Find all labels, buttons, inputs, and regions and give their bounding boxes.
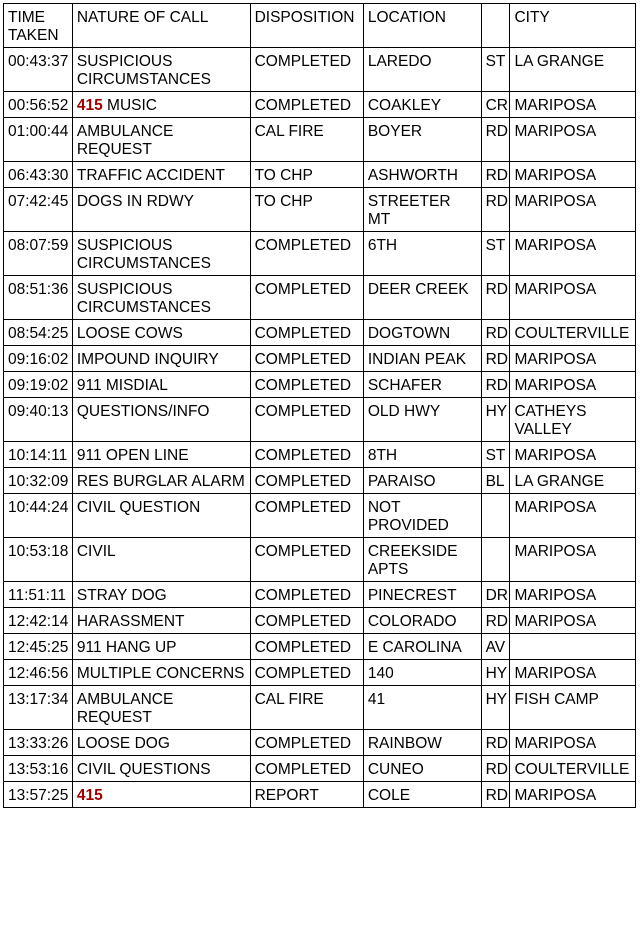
table-row [4, 634, 636, 660]
nature-text: SUSPICIOUS CIRCUMSTANCES [76, 237, 211, 272]
cell-time: 09:40:13 [4, 398, 73, 442]
cell-nature [72, 756, 250, 782]
cell-location: CUNEO [363, 756, 481, 782]
cell-street-suffix: ST [481, 48, 510, 92]
cell-city: LA GRANGE [510, 48, 636, 92]
cell-location: COLE [363, 782, 481, 808]
cell-location: 8TH [363, 442, 481, 468]
table-row [4, 92, 636, 118]
cell-city: MARIPOSA [510, 372, 636, 398]
cell-city: MARIPOSA [510, 782, 636, 808]
cell-nature [72, 538, 250, 582]
table-row [4, 346, 636, 372]
table-row [4, 372, 636, 398]
cell-street-suffix [481, 494, 510, 538]
cell-street-suffix: RD [481, 118, 510, 162]
cell-nature [72, 188, 250, 232]
cell-time: 10:32:09 [4, 468, 73, 494]
cell-city: MARIPOSA [510, 188, 636, 232]
cell-time: 07:42:45 [4, 188, 73, 232]
cell-street-suffix: HY [481, 398, 510, 442]
cell-location: 41 [363, 686, 481, 730]
cell-street-suffix: RD [481, 372, 510, 398]
nature-text: 911 OPEN LINE [76, 447, 189, 464]
header-time-taken: TIME TAKEN [4, 4, 73, 48]
cell-time: 08:07:59 [4, 232, 73, 276]
cell-disposition: TO CHP [250, 188, 363, 232]
cell-time: 09:19:02 [4, 372, 73, 398]
header-row [4, 4, 636, 48]
nature-text: LOOSE COWS [76, 325, 183, 342]
cell-location: SCHAFER [363, 372, 481, 398]
nature-text: SUSPICIOUS CIRCUMSTANCES [76, 281, 211, 316]
table-row [4, 782, 636, 808]
cell-street-suffix: RD [481, 188, 510, 232]
cell-nature [72, 118, 250, 162]
cell-city: MARIPOSA [510, 730, 636, 756]
cell-city: MARIPOSA [510, 346, 636, 372]
cell-disposition: COMPLETED [250, 582, 363, 608]
cell-disposition: CAL FIRE [250, 686, 363, 730]
nature-text: 911 HANG UP [76, 639, 177, 656]
cell-city: CATHEYS VALLEY [510, 398, 636, 442]
nature-text: AMBULANCE REQUEST [76, 691, 178, 726]
cell-street-suffix: RD [481, 782, 510, 808]
header-city: CITY [510, 4, 636, 48]
cell-city: MARIPOSA [510, 92, 636, 118]
table-row [4, 118, 636, 162]
cell-city: MARIPOSA [510, 162, 636, 188]
nature-text: MULTIPLE CONCERNS [76, 665, 245, 682]
cell-location: ASHWORTH [363, 162, 481, 188]
cell-nature [72, 608, 250, 634]
cell-city: MARIPOSA [510, 582, 636, 608]
cell-disposition: COMPLETED [250, 372, 363, 398]
cell-nature [72, 92, 250, 118]
cell-disposition: COMPLETED [250, 538, 363, 582]
cell-street-suffix: RD [481, 608, 510, 634]
cell-nature [72, 582, 250, 608]
cell-location: RAINBOW [363, 730, 481, 756]
nature-text: LOOSE DOG [76, 735, 170, 752]
nature-text: 911 MISDIAL [76, 377, 168, 394]
cell-location: E CAROLINA [363, 634, 481, 660]
cell-disposition: COMPLETED [250, 468, 363, 494]
cell-time: 10:14:11 [4, 442, 73, 468]
nature-text: SUSPICIOUS CIRCUMSTANCES [76, 53, 211, 88]
table-row [4, 320, 636, 346]
cell-nature [72, 320, 250, 346]
cell-nature [72, 634, 250, 660]
cell-time: 12:42:14 [4, 608, 73, 634]
cell-nature [72, 48, 250, 92]
cell-location: DOGTOWN [363, 320, 481, 346]
cell-location: INDIAN PEAK [363, 346, 481, 372]
cell-disposition: COMPLETED [250, 608, 363, 634]
cell-street-suffix: BL [481, 468, 510, 494]
table-row [4, 538, 636, 582]
cell-time: 13:57:25 [4, 782, 73, 808]
cell-time: 10:53:18 [4, 538, 73, 582]
cell-location: NOT PROVIDED [363, 494, 481, 538]
cell-nature [72, 494, 250, 538]
cell-nature [72, 372, 250, 398]
cell-city: MARIPOSA [510, 232, 636, 276]
cell-disposition: COMPLETED [250, 756, 363, 782]
cell-disposition: COMPLETED [250, 276, 363, 320]
cell-location: COAKLEY [363, 92, 481, 118]
cell-city: MARIPOSA [510, 608, 636, 634]
cell-street-suffix: HY [481, 686, 510, 730]
cell-city: MARIPOSA [510, 118, 636, 162]
cell-nature [72, 782, 250, 808]
table-row [4, 582, 636, 608]
cell-disposition: COMPLETED [250, 660, 363, 686]
cell-city: MARIPOSA [510, 660, 636, 686]
cell-street-suffix: RD [481, 756, 510, 782]
cell-time: 00:43:37 [4, 48, 73, 92]
table-row [4, 232, 636, 276]
table-row [4, 686, 636, 730]
header-disposition: DISPOSITION [250, 4, 363, 48]
cell-city: MARIPOSA [510, 494, 636, 538]
nature-text: RES BURGLAR ALARM [76, 473, 245, 490]
nature-text: DOGS IN RDWY [76, 193, 194, 210]
nature-text: TRAFFIC ACCIDENT [76, 167, 225, 184]
table-row [4, 660, 636, 686]
cell-disposition: COMPLETED [250, 398, 363, 442]
table-row [4, 398, 636, 442]
cell-location: 6TH [363, 232, 481, 276]
cell-street-suffix: RD [481, 276, 510, 320]
cell-disposition: COMPLETED [250, 442, 363, 468]
cell-location: CREEKSIDE APTS [363, 538, 481, 582]
nature-text: QUESTIONS/INFO [76, 403, 210, 420]
call-log-table [3, 3, 636, 808]
cell-disposition: COMPLETED [250, 92, 363, 118]
cell-time: 13:53:16 [4, 756, 73, 782]
table-row [4, 276, 636, 320]
cell-disposition: COMPLETED [250, 346, 363, 372]
table-row [4, 494, 636, 538]
nature-text: CIVIL QUESTIONS [76, 761, 211, 778]
cell-time: 06:43:30 [4, 162, 73, 188]
call-code: 415 [76, 787, 103, 804]
table-row [4, 188, 636, 232]
cell-disposition: CAL FIRE [250, 118, 363, 162]
cell-location: COLORADO [363, 608, 481, 634]
cell-city: MARIPOSA [510, 276, 636, 320]
table-row [4, 162, 636, 188]
cell-time: 08:54:25 [4, 320, 73, 346]
cell-street-suffix: RD [481, 346, 510, 372]
cell-nature [72, 730, 250, 756]
cell-location: DEER CREEK [363, 276, 481, 320]
cell-nature [72, 442, 250, 468]
cell-disposition: TO CHP [250, 162, 363, 188]
cell-nature [72, 346, 250, 372]
cell-nature [72, 276, 250, 320]
cell-time: 09:16:02 [4, 346, 73, 372]
table-row [4, 730, 636, 756]
cell-time: 10:44:24 [4, 494, 73, 538]
table-row [4, 442, 636, 468]
cell-location: PINECREST [363, 582, 481, 608]
cell-street-suffix: ST [481, 442, 510, 468]
cell-disposition: COMPLETED [250, 494, 363, 538]
cell-nature [72, 232, 250, 276]
cell-time: 00:56:52 [4, 92, 73, 118]
cell-nature [72, 686, 250, 730]
cell-street-suffix: RD [481, 730, 510, 756]
cell-city: COULTERVILLE [510, 756, 636, 782]
cell-time: 12:46:56 [4, 660, 73, 686]
nature-text: STRAY DOG [76, 587, 167, 604]
table-row [4, 48, 636, 92]
cell-street-suffix: DR [481, 582, 510, 608]
cell-time: 13:17:34 [4, 686, 73, 730]
cell-disposition: REPORT [250, 782, 363, 808]
cell-time: 13:33:26 [4, 730, 73, 756]
cell-location: LAREDO [363, 48, 481, 92]
table-row [4, 468, 636, 494]
header-street-suffix [481, 4, 510, 48]
cell-location: PARAISO [363, 468, 481, 494]
cell-time: 11:51:11 [4, 582, 73, 608]
cell-time: 12:45:25 [4, 634, 73, 660]
cell-nature [72, 398, 250, 442]
nature-text: CIVIL [76, 543, 116, 560]
cell-street-suffix: RD [481, 320, 510, 346]
cell-time: 01:00:44 [4, 118, 73, 162]
cell-nature [72, 468, 250, 494]
nature-text: AMBULANCE REQUEST [76, 123, 178, 158]
cell-street-suffix: RD [481, 162, 510, 188]
cell-city [510, 634, 636, 660]
nature-text: IMPOUND INQUIRY [76, 351, 219, 368]
cell-disposition: COMPLETED [250, 232, 363, 276]
cell-location: BOYER [363, 118, 481, 162]
cell-location: 140 [363, 660, 481, 686]
table-row [4, 756, 636, 782]
header-location: LOCATION [363, 4, 481, 48]
cell-street-suffix [481, 538, 510, 582]
table-row [4, 608, 636, 634]
cell-time: 08:51:36 [4, 276, 73, 320]
cell-location: OLD HWY [363, 398, 481, 442]
nature-text: HARASSMENT [76, 613, 185, 630]
cell-street-suffix: AV [481, 634, 510, 660]
cell-street-suffix: CR [481, 92, 510, 118]
call-code: 415 [76, 97, 103, 114]
cell-location: STREETER MT [363, 188, 481, 232]
cell-city: LA GRANGE [510, 468, 636, 494]
cell-nature [72, 660, 250, 686]
nature-text: MUSIC [102, 97, 157, 114]
cell-city: MARIPOSA [510, 442, 636, 468]
nature-text: CIVIL QUESTION [76, 499, 201, 516]
cell-street-suffix: HY [481, 660, 510, 686]
cell-city: MARIPOSA [510, 538, 636, 582]
header-nature-of-call: NATURE OF CALL [72, 4, 250, 48]
cell-disposition: COMPLETED [250, 634, 363, 660]
cell-street-suffix: ST [481, 232, 510, 276]
cell-disposition: COMPLETED [250, 48, 363, 92]
cell-city: COULTERVILLE [510, 320, 636, 346]
cell-city: FISH CAMP [510, 686, 636, 730]
cell-nature [72, 162, 250, 188]
cell-disposition: COMPLETED [250, 320, 363, 346]
cell-disposition: COMPLETED [250, 730, 363, 756]
